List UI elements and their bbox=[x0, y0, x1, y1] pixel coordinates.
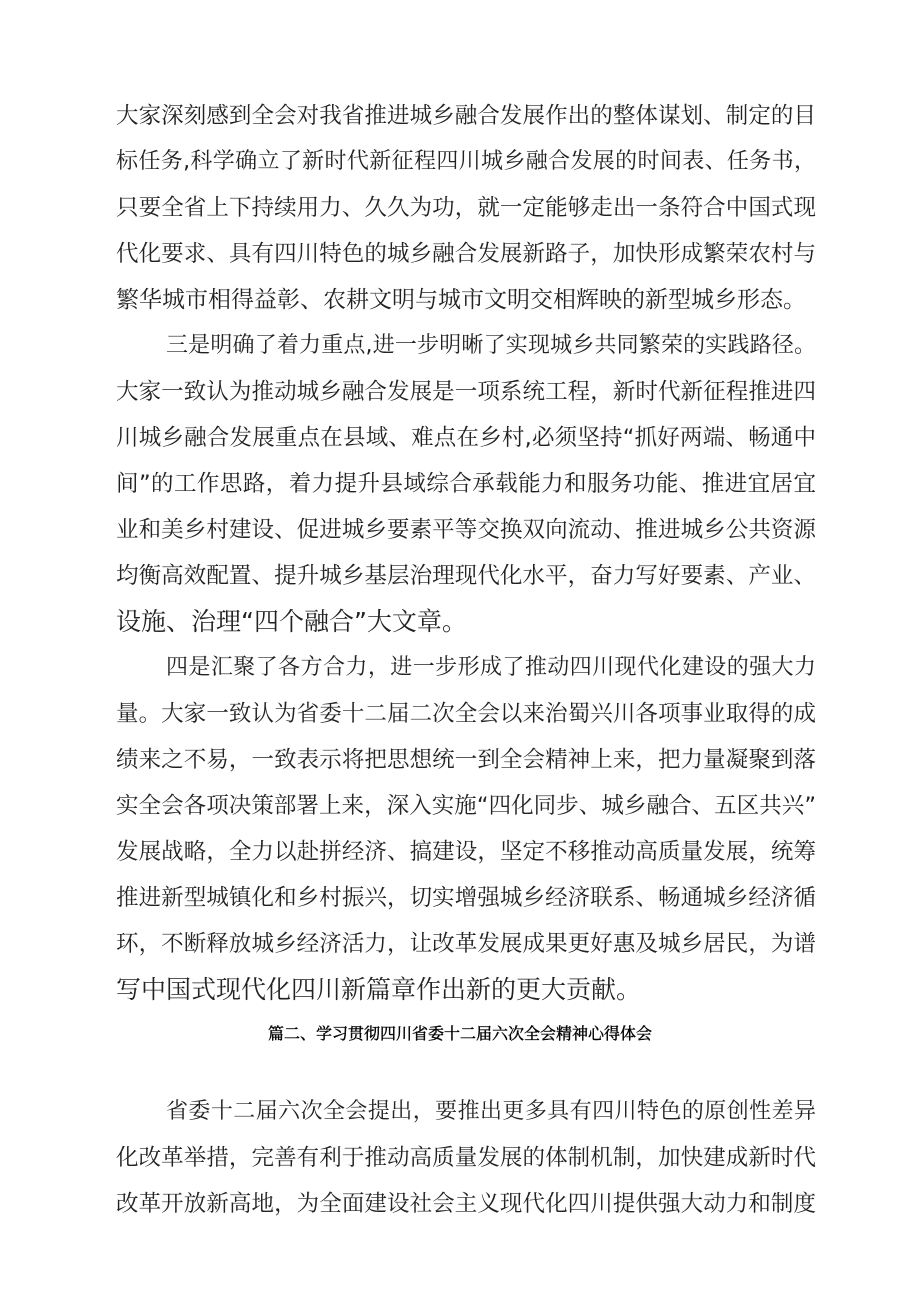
text-line: 改革开放新高地，为全面建设社会主义现代化四川提供强大动力和制度 bbox=[116, 1191, 816, 1217]
text-line: 绩来之不易，一致表示将把思想统一到全会精神上来，把力量凝聚到落 bbox=[116, 747, 816, 773]
text-line: 间”的工作思路，着力提升县域综合承载能力和服务功能、推进宜居宜 bbox=[116, 471, 816, 497]
text-line: 省委十二届六次全会提出，要推出更多具有四川特色的原创性差异 bbox=[166, 1099, 816, 1124]
text-line: 三是明确了着力重点,进一步明晰了实现城乡共同繁荣的实践路径。 bbox=[166, 333, 816, 358]
text-line: 繁华城市相得益彰、农耕文明与城市文明交相辉映的新型城乡形态。 bbox=[116, 287, 806, 313]
text-line: 大家一致认为推动城乡融合发展是一项系统工程，新时代新征程推进四 bbox=[116, 379, 816, 405]
text-line: 大家深刻感到全会对我省推进城乡融合发展作出的整体谋划、制定的目 bbox=[116, 103, 816, 129]
section-heading: 篇二、学习贯彻四川省委十二届六次全会精神心得体会 bbox=[267, 1024, 652, 1043]
text-line: 代化要求、具有四川特色的城乡融合发展新路子，加快形成繁荣农村与 bbox=[116, 241, 816, 267]
text-line: 写中国式现代化四川新篇章作出新的更大贡献。 bbox=[116, 975, 642, 1004]
text-line: 化改革举措，完善有利于推动高质量发展的体制机制，加快建成新时代 bbox=[116, 1145, 816, 1171]
text-line: 量。大家一致认为省委十二届二次全会以来治蜀兴川各项事业取得的成 bbox=[116, 701, 816, 727]
text-line: 推进新型城镇化和乡村振兴，切实增强城乡经济联系、畅通城乡经济循 bbox=[116, 885, 816, 911]
text-line: 实全会各项决策部署上来，深入实施“四化同步、城乡融合、五区共兴” bbox=[116, 793, 816, 819]
text-line: 设施、治理“四个融合”大文章。 bbox=[116, 607, 467, 636]
text-line: 川城乡融合发展重点在县域、难点在乡村,必须坚持“抓好两端、畅通中 bbox=[116, 425, 816, 451]
text-line: 环，不断释放城乡经济活力，让改革发展成果更好惠及城乡居民，为谱 bbox=[116, 931, 816, 957]
text-line: 均衡高效配置、提升城乡基层治理现代化水平，奋力写好要素、产业、 bbox=[116, 563, 816, 589]
text-line: 只要全省上下持续用力、久久为功，就一定能够走出一条符合中国式现 bbox=[116, 195, 816, 221]
text-line: 四是汇聚了各方合力，进一步形成了推动四川现代化建设的强大力 bbox=[166, 655, 816, 680]
text-line: 发展战略，全力以赴拼经济、搞建设，坚定不移推动高质量发展，统筹 bbox=[116, 839, 816, 865]
text-line: 业和美乡村建设、促进城乡要素平等交换双向流动、推进城乡公共资源 bbox=[116, 517, 816, 543]
text-line: 标任务,科学确立了新时代新征程四川城乡融合发展的时间表、任务书， bbox=[116, 149, 816, 174]
